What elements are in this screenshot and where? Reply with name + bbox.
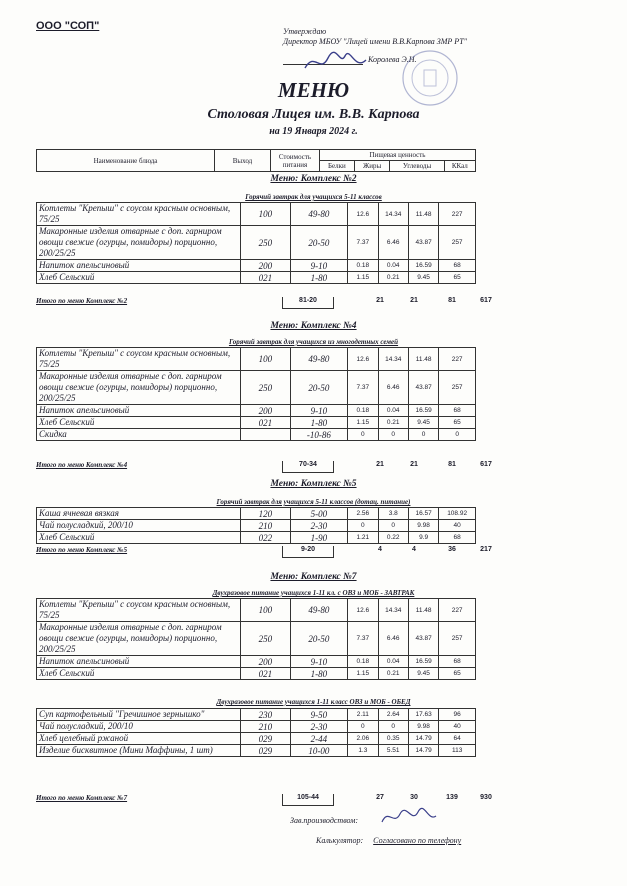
dish-protein: 0 [348,520,378,532]
table-row [37,260,476,272]
dish-price: 10-00 [290,745,348,757]
dish-output: 120 [241,508,290,520]
header-nutrition: Пищевая ценность [320,150,476,161]
dish-kcal: 40 [439,721,476,733]
header-carbs: Углеводы [390,161,444,172]
dish-protein: 7.37 [348,371,378,405]
total-label: Итого по меню Комплекс №2 [36,297,128,305]
dish-carbs: 9.9 [408,532,438,544]
dish-fat: 0.04 [378,656,408,668]
dish-kcal: 113 [439,745,476,757]
director-signature-icon [300,46,370,76]
total-row [36,461,492,472]
header-name: Наименование блюда [37,150,215,172]
dish-carbs: 14.79 [408,745,438,757]
total-protein: 21 [376,461,384,468]
total-label: Итого по меню Комплекс №4 [36,461,128,469]
dish-price: 1-80 [290,668,348,680]
dish-protein: 12.6 [348,203,378,226]
total-fat: 4 [412,546,416,553]
dish-carbs: 16.59 [408,405,438,417]
section-title: Меню: Комплекс №2 [270,174,357,184]
total-row [36,297,492,308]
total-row [36,794,492,805]
dish-carbs: 9.45 [408,272,438,284]
dish-carbs: 9.45 [408,668,438,680]
dish-fat: 0.04 [378,405,408,417]
dish-kcal: 227 [439,599,476,622]
dish-name: Чай полусладкий, 200/10 [37,721,241,733]
header-protein: Белки [320,161,355,172]
dish-protein: 12.6 [348,348,378,371]
table-row [37,417,476,429]
dish-fat: 0.21 [378,668,408,680]
header-fat: Жиры [354,161,390,172]
dish-carbs: 11.48 [408,203,438,226]
dish-price: 9-10 [290,656,348,668]
dish-output: 100 [241,203,290,226]
dish-output: 210 [241,721,290,733]
dish-price: 1-90 [290,532,348,544]
dish-price: 20-50 [290,622,348,656]
section-subtitle: Горячий завтрак для учащихся 5-11 классов (дотац. питание) [216,498,411,506]
dish-fat: 0.21 [378,272,408,284]
total-kcal: 617 [480,297,492,304]
dish-name: Котлеты "Крепыш" с соусом красным основным, 75/25 [37,203,241,226]
dish-carbs: 11.48 [408,599,438,622]
dish-price: 9-10 [290,260,348,272]
table-row [37,348,476,371]
table-row [37,226,476,260]
dish-protein: 1.21 [348,532,378,544]
manager-signature-icon [378,806,438,828]
dish-price: 49-80 [290,348,348,371]
director-name: Королева Э.Н. [368,55,417,64]
calculator-line [316,836,461,845]
dish-fat: 0.04 [378,260,408,272]
dish-output: 029 [241,733,290,745]
dish-carbs: 9.98 [408,520,438,532]
dish-price: 9-10 [290,405,348,417]
table-row [37,745,476,757]
table-row [37,272,476,284]
header-output: Выход [215,150,271,172]
dish-output: 250 [241,371,290,405]
complex-7-breakfast-table [36,598,476,680]
dish-protein: 0 [348,429,378,441]
complex-5-table [36,507,476,544]
table-row [37,622,476,656]
dish-kcal: 68 [439,405,476,417]
dish-kcal: 257 [439,622,476,656]
dish-kcal: 68 [439,532,476,544]
dish-name: Скидка [37,429,241,441]
table-row [37,733,476,745]
dish-output: 029 [241,745,290,757]
dish-name: Напиток апельсиновый [37,656,241,668]
dish-protein: 1.15 [348,417,378,429]
dish-name: Чай полусладкий, 200/10 [37,520,241,532]
section-subtitle: Горячий завтрак для учащихся 5-11 классов [245,193,382,201]
table-row [37,371,476,405]
dish-kcal: 227 [439,348,476,371]
section-title: Меню: Комплекс №4 [270,321,357,331]
total-price: 9-20 [282,546,334,558]
dish-name: Макаронные изделия отварные с доп. гарниром овощи свежие (огурцы, помидоры) порционно, 200/25/25 [37,226,241,260]
dish-protein: 1.15 [348,272,378,284]
complex-4-table [36,347,476,441]
dish-fat: 0.35 [378,733,408,745]
dish-fat: 0 [378,429,408,441]
section-subtitle: Двухразовое питание учащихся 1-11 класс ОВЗ и МОБ - ОБЕД [216,698,411,706]
dish-protein: 0.18 [348,260,378,272]
dish-carbs: 16.59 [408,260,438,272]
dish-output: 200 [241,405,290,417]
dish-kcal: 65 [439,668,476,680]
dish-price: 20-50 [290,226,348,260]
dish-output: 021 [241,417,290,429]
dish-fat: 14.34 [378,203,408,226]
dish-name: Хлеб Сельский [37,532,241,544]
dish-kcal: 65 [439,417,476,429]
dish-fat: 6.46 [378,226,408,260]
dish-price: 49-80 [290,599,348,622]
dish-protein: 2.11 [348,709,378,721]
dish-protein: 2.06 [348,733,378,745]
dish-output: 100 [241,599,290,622]
page-title: МЕНЮ [277,78,350,102]
table-row [37,429,476,441]
total-price: 105-44 [282,794,334,806]
total-fat: 30 [410,794,418,801]
table-row [37,405,476,417]
total-protein: 27 [376,794,384,801]
dish-kcal: 257 [439,371,476,405]
table-row [37,668,476,680]
dish-fat: 6.46 [378,371,408,405]
dish-kcal: 68 [439,260,476,272]
approval-line: Утверждаю [283,27,327,36]
dish-protein: 1.15 [348,668,378,680]
nutrition-header [36,149,476,172]
dish-output: 230 [241,709,290,721]
dish-carbs: 14.79 [408,733,438,745]
dish-name: Хлеб Сельский [37,668,241,680]
total-price: 70-34 [282,461,334,473]
total-label: Итого по меню Комплекс №5 [36,546,128,554]
table-row [37,532,476,544]
dish-name: Суп картофельный "Гречишное зернышко" [37,709,241,721]
dish-price: 2-30 [290,520,348,532]
table-row [37,203,476,226]
dish-name: Хлеб Сельский [37,417,241,429]
dish-kcal: 227 [439,203,476,226]
dish-carbs: 11.48 [408,348,438,371]
organization-name: ООО "СОП" [36,20,100,32]
dish-kcal: 96 [439,709,476,721]
dish-name: Котлеты "Крепыш" с соусом красным основным, 75/25 [37,599,241,622]
dish-kcal: 65 [439,272,476,284]
dish-name: Изделие бисквитное (Мини Маффины, 1 шт) [37,745,241,757]
dish-carbs: 43.87 [408,226,438,260]
dish-protein: 7.37 [348,226,378,260]
table-row [37,599,476,622]
total-label: Итого по меню Комплекс №7 [36,794,128,802]
production-manager-label: Зав.производством: [290,816,359,825]
dish-kcal: 0 [439,429,476,441]
total-protein: 4 [378,546,382,553]
dish-carbs: 16.59 [408,656,438,668]
dish-fat: 5.51 [378,745,408,757]
dish-price: 2-44 [290,733,348,745]
dish-fat: 0 [378,721,408,733]
dish-fat: 0 [378,520,408,532]
section-subtitle: Горячий завтрак для учащихся из многодетных семей [228,338,399,346]
table-row [37,709,476,721]
section-subtitle: Двухразовое питание учащихся 1-11 кл. с ОВЗ и МОБ - ЗАВТРАК [212,589,415,597]
dish-name: Напиток апельсиновый [37,405,241,417]
dish-carbs: 9.45 [408,417,438,429]
total-fat: 21 [410,297,418,304]
dish-output: 021 [241,668,290,680]
dish-price: 9-50 [290,709,348,721]
total-kcal: 217 [480,546,492,553]
dish-protein: 1.3 [348,745,378,757]
dish-output: 250 [241,622,290,656]
dish-name: Напиток апельсиновый [37,260,241,272]
total-carbs: 81 [448,297,456,304]
table-row [37,520,476,532]
menu-date: на 19 Января 2024 г. [269,126,358,137]
dish-fat: 0.21 [378,417,408,429]
dish-fat: 14.34 [378,348,408,371]
dish-price: -10-86 [290,429,348,441]
calculator-label: Калькулятор: [316,836,364,845]
total-row [36,546,492,557]
dish-carbs: 0 [408,429,438,441]
dish-output: 210 [241,520,290,532]
total-carbs: 36 [448,546,456,553]
dish-kcal: 68 [439,656,476,668]
table-row [37,656,476,668]
dish-carbs: 43.87 [408,371,438,405]
dish-protein: 12.6 [348,599,378,622]
total-kcal: 617 [480,461,492,468]
dish-fat: 2.64 [378,709,408,721]
dish-name: Каша ячневая вязкая [37,508,241,520]
dish-price: 1-80 [290,272,348,284]
dish-output [241,429,290,441]
dish-output: 200 [241,260,290,272]
dish-price: 1-80 [290,417,348,429]
dish-price: 2-30 [290,721,348,733]
dish-fat: 3.8 [378,508,408,520]
dish-kcal: 257 [439,226,476,260]
dish-output: 250 [241,226,290,260]
dish-carbs: 9.98 [408,721,438,733]
total-price: 81-20 [282,297,334,309]
dish-protein: 0.18 [348,405,378,417]
dish-output: 022 [241,532,290,544]
dish-price: 49-80 [290,203,348,226]
complex-2-table [36,202,476,284]
header-kcal: ККал [444,161,475,172]
dish-price: 5-00 [290,508,348,520]
table-row [37,721,476,733]
dish-kcal: 108.92 [439,508,476,520]
canteen-name: Столовая Лицея им. В.В. Карпова [207,107,420,122]
agreed-note: Согласовано по телефону [373,836,462,845]
dish-carbs: 16.57 [408,508,438,520]
section-title: Меню: Комплекс №5 [270,479,357,489]
total-carbs: 81 [448,461,456,468]
table-row [37,508,476,520]
dish-output: 100 [241,348,290,371]
dish-protein: 7.37 [348,622,378,656]
dish-protein: 0 [348,721,378,733]
dish-carbs: 43.87 [408,622,438,656]
dish-name: Макаронные изделия отварные с доп. гарниром овощи свежие (огурцы, помидоры) порционно, 200/25/25 [37,622,241,656]
header-cost: Стоимость питания [271,150,320,172]
total-carbs: 139 [446,794,458,801]
complex-7-lunch-table [36,708,476,757]
dish-name: Хлеб целебный ржаной [37,733,241,745]
dish-protein: 2.56 [348,508,378,520]
section-title: Меню: Комплекс №7 [270,572,357,582]
total-fat: 21 [410,461,418,468]
dish-price: 20-50 [290,371,348,405]
dish-fat: 14.34 [378,599,408,622]
dish-name: Макаронные изделия отварные с доп. гарниром овощи свежие (огурцы, помидоры) порционно, 200/25/25 [37,371,241,405]
dish-carbs: 17.63 [408,709,438,721]
dish-name: Котлеты "Крепыш" с соусом красным основным, 75/25 [37,348,241,371]
total-protein: 21 [376,297,384,304]
dish-kcal: 40 [439,520,476,532]
approval-block [283,27,483,47]
dish-fat: 6.46 [378,622,408,656]
total-kcal: 930 [480,794,492,801]
dish-protein: 0.18 [348,656,378,668]
approval-director: Директор МБОУ "Лицей имени В.В.Карпова ЗМР РТ" [283,37,467,46]
dish-output: 021 [241,272,290,284]
dish-output: 200 [241,656,290,668]
dish-kcal: 64 [439,733,476,745]
dish-name: Хлеб Сельский [37,272,241,284]
dish-fat: 0.22 [378,532,408,544]
